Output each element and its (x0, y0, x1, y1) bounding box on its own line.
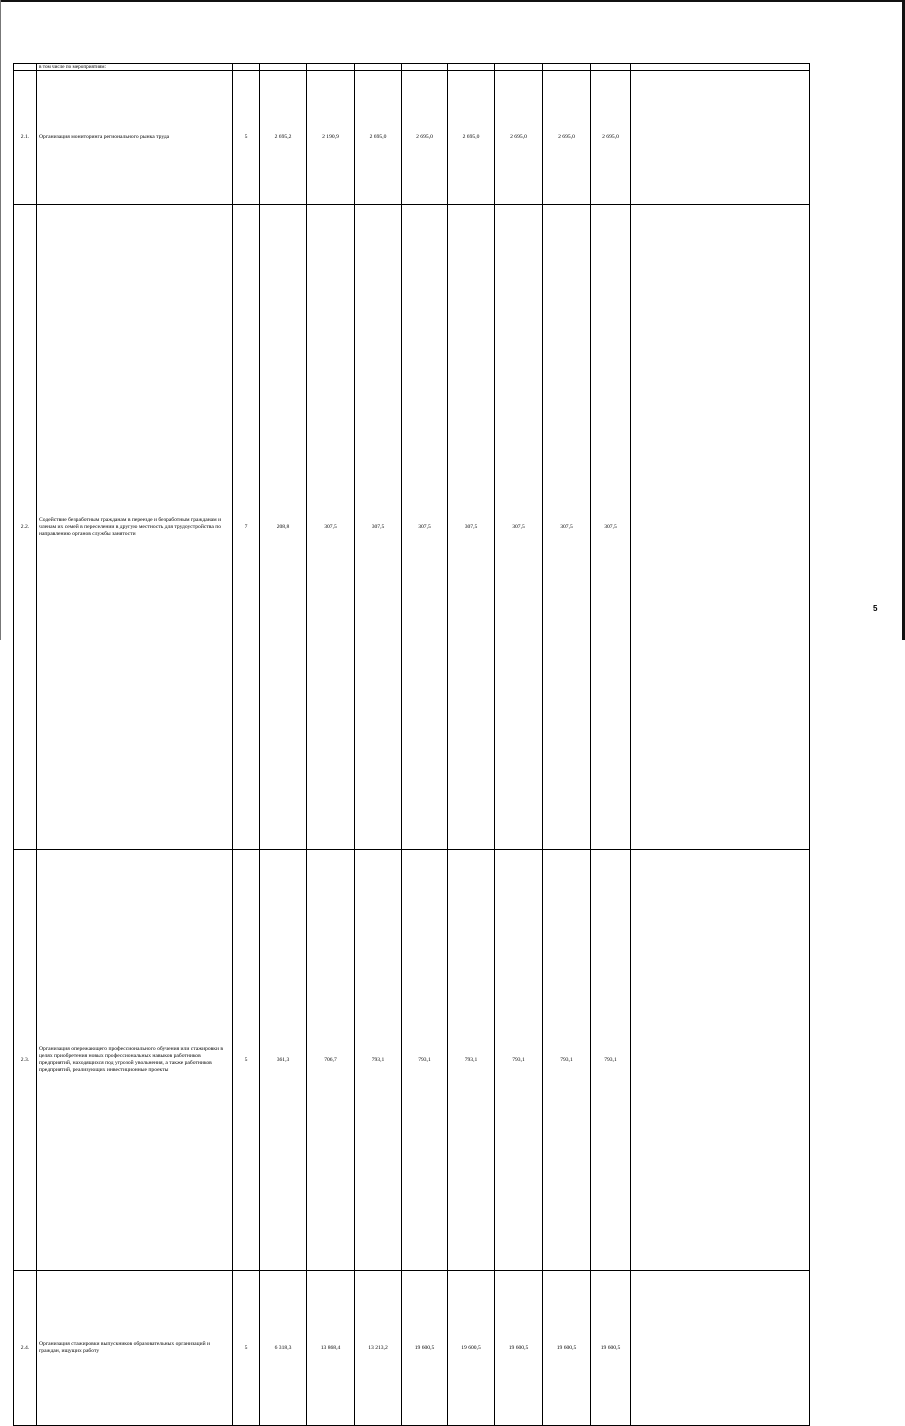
table-cell (355, 64, 402, 71)
value-cell: 2 190,9 (307, 71, 355, 205)
value-cell: 2 695,0 (591, 71, 631, 205)
value-cell: 307,5 (448, 205, 495, 850)
value-cell: 706,7 (307, 850, 355, 1271)
value-cell: 208,8 (260, 205, 307, 850)
table-cell (307, 64, 355, 71)
value-cell: 793,1 (495, 850, 543, 1271)
value-cell: 6 318,3 (260, 1271, 307, 1426)
value-cell: 19 600,5 (591, 1271, 631, 1426)
indicator-code: 5 (233, 850, 260, 1271)
value-cell: 307,5 (591, 205, 631, 850)
activity-name: Организация опережающего профессионального обучения или стажировки в целях приобретения новых профессиональных навыков работников предприятий, находящихся под угрозой увольнения, а также работников предприятий, реализующих инвестиционные проекты (37, 850, 233, 1271)
value-cell: 307,5 (543, 205, 591, 850)
value-cell: 2 695,0 (355, 71, 402, 205)
value-cell: 793,1 (355, 850, 402, 1271)
value-cell: 793,1 (591, 850, 631, 1271)
indicator-code: 5 (233, 1271, 260, 1426)
row-number: 2.4. (14, 1271, 37, 1426)
activity-name: Содействие безработным гражданам в переезде и безработным гражданам и членам их семей в переселении в другую местность для трудоустройства по направлению органов службы занятости (37, 205, 233, 850)
table-row (14, 71, 810, 205)
value-cell: 361,3 (260, 850, 307, 1271)
indicator-code: 5 (233, 71, 260, 205)
value-cell: 19 600,5 (402, 1271, 448, 1426)
row-number: 2.2. (14, 205, 37, 850)
activity-name: Организация стажировки выпускников образовательных организаций и граждан, ищущих работу (37, 1271, 233, 1426)
value-cell: 2 695,0 (495, 71, 543, 205)
value-cell: 19 600,5 (495, 1271, 543, 1426)
value-cell: 19 600,5 (448, 1271, 495, 1426)
subheader-label: в том числе по мероприятиям: (37, 64, 233, 71)
value-cell: 2 695,0 (448, 71, 495, 205)
table-row (14, 1271, 810, 1426)
row-number: 2.1. (14, 71, 37, 205)
value-cell: 13 213,2 (355, 1271, 402, 1426)
table-row (14, 205, 810, 850)
activity-name: Организация мониторинга регионального рынка труда (37, 71, 233, 205)
subheader-row (14, 64, 810, 71)
table-cell (631, 850, 810, 1271)
table-cell (591, 64, 631, 71)
table-cell (631, 205, 810, 850)
table-cell (631, 1271, 810, 1426)
value-cell: 793,1 (402, 850, 448, 1271)
value-cell: 13 868,4 (307, 1271, 355, 1426)
value-cell: 793,1 (448, 850, 495, 1271)
program-activities-table (13, 63, 810, 1426)
page-number: 5 (873, 604, 878, 613)
value-cell: 2 695,2 (260, 71, 307, 205)
table-cell (14, 64, 37, 71)
table-cell (631, 71, 810, 205)
value-cell: 307,5 (495, 205, 543, 850)
scan-border-left (0, 0, 1, 640)
row-number: 2.3. (14, 850, 37, 1271)
table-cell (495, 64, 543, 71)
scan-border-top (0, 0, 905, 2)
value-cell: 307,5 (402, 205, 448, 850)
value-cell: 2 695,0 (543, 71, 591, 205)
table-cell (543, 64, 591, 71)
table-cell (260, 64, 307, 71)
value-cell: 307,5 (307, 205, 355, 850)
value-cell: 19 600,5 (543, 1271, 591, 1426)
indicator-code: 7 (233, 205, 260, 850)
table-cell (402, 64, 448, 71)
table-cell (233, 64, 260, 71)
table-cell (631, 64, 810, 71)
table-row (14, 850, 810, 1271)
table-cell (448, 64, 495, 71)
value-cell: 2 695,0 (402, 71, 448, 205)
value-cell: 793,1 (543, 850, 591, 1271)
value-cell: 307,5 (355, 205, 402, 850)
table-body (14, 64, 810, 1426)
